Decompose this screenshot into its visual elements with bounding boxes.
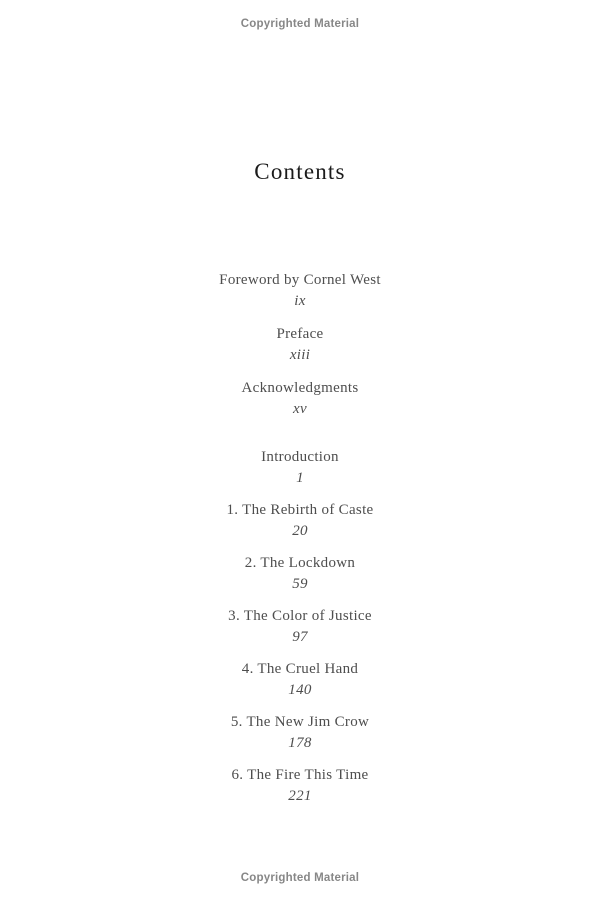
toc-entry-title: 4. The Cruel Hand — [241, 661, 359, 677]
toc-entry-title: Introduction — [261, 449, 339, 465]
toc-entry — [0, 659, 600, 701]
toc-entry-page-number: 20 — [292, 523, 308, 539]
toc-entry — [0, 324, 600, 366]
toc-entry-page-number: xv — [293, 401, 307, 417]
copyright-notice-bottom: Copyrighted Material — [240, 872, 360, 884]
toc-entry — [0, 606, 600, 648]
toc-front-matter-list — [0, 270, 600, 432]
toc-entry — [0, 270, 600, 312]
toc-entry-page-number: 221 — [288, 788, 312, 804]
toc-entry-page-number: 97 — [292, 629, 308, 645]
toc-entry — [0, 765, 600, 807]
copyright-notice-top: Copyrighted Material — [240, 18, 360, 30]
toc-entry-title: Foreword by Cornel West — [219, 272, 381, 288]
page-title: Contents — [254, 159, 346, 184]
toc-entry-page-number: xiii — [289, 347, 311, 363]
toc-entry — [0, 712, 600, 754]
toc-entry — [0, 553, 600, 595]
toc-entry-title: 1. The Rebirth of Caste — [226, 502, 374, 518]
toc-entry-title: 6. The Fire This Time — [231, 767, 369, 783]
toc-entry-title: 2. The Lockdown — [244, 555, 356, 571]
toc-entry-page-number: 140 — [288, 682, 312, 698]
toc-entry-page-number: ix — [294, 293, 306, 309]
toc-chapter-list — [0, 447, 600, 818]
toc-entry-title: Preface — [276, 326, 324, 342]
toc-entry-page-number: 59 — [292, 576, 308, 592]
toc-entry — [0, 447, 600, 489]
toc-entry-page-number: 1 — [296, 470, 304, 486]
toc-entry-title: 5. The New Jim Crow — [230, 714, 370, 730]
toc-entry-title: 3. The Color of Justice — [228, 608, 372, 624]
toc-entry — [0, 500, 600, 542]
toc-entry — [0, 378, 600, 420]
toc-entry-page-number: 178 — [288, 735, 312, 751]
toc-entry-title: Acknowledgments — [241, 380, 359, 396]
